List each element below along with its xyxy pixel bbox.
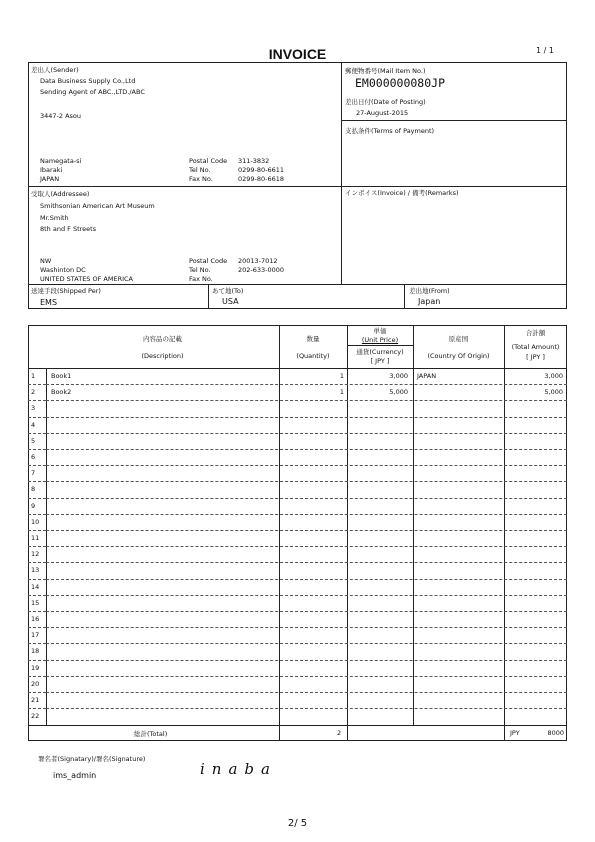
invoice-title: INVOICE xyxy=(268,46,327,62)
row-unit-price: 3,000 xyxy=(389,372,408,380)
row-divider xyxy=(28,498,46,499)
row-number: 6 xyxy=(31,453,36,461)
addressee-contact-label: Tel No. xyxy=(189,266,211,274)
row-number: 20 xyxy=(31,679,40,688)
row-number: 15 xyxy=(31,598,40,607)
row-divider xyxy=(46,449,567,450)
row-divider xyxy=(28,611,46,612)
addressee-city: Washinton DC xyxy=(40,266,86,274)
row-number: 12 xyxy=(31,550,40,559)
row-divider xyxy=(28,465,46,466)
shipped-per-label: 送達手段(Shipped Per) xyxy=(31,287,101,295)
currency-header: 通貨(Currency) xyxy=(356,348,404,356)
origin-header-en: (Country Of Origin) xyxy=(427,352,490,360)
row-divider xyxy=(46,676,567,677)
posting-date: 27-August-2015 xyxy=(356,109,409,117)
row-divider xyxy=(46,481,567,482)
unit-price-header-jp: 単価 xyxy=(373,327,387,335)
row-number: 3 xyxy=(31,404,36,413)
destination-value: USA xyxy=(222,297,239,306)
row-divider xyxy=(28,627,46,628)
row-divider xyxy=(28,546,46,547)
row-divider xyxy=(28,449,46,450)
row-divider xyxy=(46,627,567,628)
row-origin: JAPAN xyxy=(417,372,437,380)
currency-code: [ JPY ] xyxy=(370,357,390,365)
sender-city: Ibaraki xyxy=(40,166,63,174)
row-divider xyxy=(28,562,46,563)
row-number: 17 xyxy=(31,631,40,640)
shipped-per-value: EMS xyxy=(40,298,58,307)
sender-city: Namegata-si xyxy=(40,157,82,165)
row-number: 10 xyxy=(31,517,40,526)
row-divider xyxy=(46,514,567,515)
row-divider xyxy=(28,417,46,418)
sender-contact-label: Postal Code xyxy=(189,157,228,165)
terms-label: 支払条件(Terms of Payment) xyxy=(345,127,435,135)
row-number: 14 xyxy=(31,582,40,591)
addressee-line: Smithsonian American Art Museum xyxy=(40,202,155,210)
amount-header-currency: [ JPY ] xyxy=(526,353,545,361)
row-number: 8 xyxy=(31,485,36,494)
addressee-line: Mr.Smith xyxy=(40,214,69,222)
row-divider xyxy=(28,433,46,434)
mail-item-label: 郵便物番号(Mail Item No.) xyxy=(345,67,426,75)
addressee-postal-code: 20013-7012 xyxy=(238,257,278,265)
page-of-label: 1 / 1 xyxy=(536,46,554,55)
row-number: 2 xyxy=(31,388,36,397)
signatary-name: ims_admin xyxy=(53,771,97,780)
addressee-line: 8th and F Streets xyxy=(40,225,97,233)
row-divider xyxy=(28,384,46,385)
origin-value: Japan xyxy=(418,297,441,306)
destination-label: あて地(To) xyxy=(212,287,244,295)
description-header-jp: 内容品の記載 xyxy=(143,335,182,343)
row-number: 18 xyxy=(31,647,40,656)
row-divider xyxy=(46,433,567,434)
row-divider xyxy=(28,643,46,644)
row-divider xyxy=(46,611,567,612)
row-amount: 5,000 xyxy=(544,388,563,397)
row-number: 5 xyxy=(31,436,36,445)
row-divider xyxy=(46,384,567,385)
row-divider xyxy=(46,595,567,596)
row-divider xyxy=(46,708,567,709)
sender-line: Data Business Supply Co.,Ltd xyxy=(40,77,136,85)
total-amount: 8000 xyxy=(547,729,564,737)
addressee-contact-label: Postal Code xyxy=(189,257,228,265)
row-divider xyxy=(28,595,46,596)
row-divider xyxy=(46,643,567,644)
amount-header-jp: 合計額 xyxy=(525,329,546,337)
addressee-city: UNITED STATES OF AMERICA xyxy=(40,275,133,283)
addressee-city: NW xyxy=(40,257,52,265)
handwritten-signature: inaba xyxy=(200,760,277,778)
sender-postal-code: 311-3832 xyxy=(238,157,270,165)
origin-header-jp: 原産国 xyxy=(448,335,469,343)
row-description: Book2 xyxy=(51,388,72,397)
row-divider xyxy=(46,692,567,693)
sender-city: JAPAN xyxy=(40,175,60,183)
row-number: 13 xyxy=(31,566,40,575)
sender-contact-label: Tel No. xyxy=(189,166,211,174)
mail-item-number: EM000000080JP xyxy=(355,76,446,90)
total-label: 総計(Total) xyxy=(134,730,168,738)
row-divider xyxy=(46,400,567,401)
row-quantity: 1 xyxy=(339,372,344,380)
sender-line: Sending Agent of ABC.,LTD./ABC xyxy=(40,88,145,96)
row-divider xyxy=(28,660,46,661)
signature-label: 署名者(Signatary)/署名(Signature) xyxy=(38,755,146,763)
row-divider xyxy=(46,465,567,466)
row-number: 21 xyxy=(31,696,40,704)
origin-label: 差出地(From) xyxy=(409,287,450,295)
row-number: 22 xyxy=(31,712,40,721)
row-number: 7 xyxy=(31,469,36,478)
total-quantity: 2 xyxy=(337,729,342,737)
total-currency: JPY xyxy=(510,729,520,737)
row-divider xyxy=(28,514,46,515)
row-number: 11 xyxy=(31,534,40,542)
sender-contact-label: Fax No. xyxy=(189,175,213,183)
description-header-en: (Description) xyxy=(141,352,184,360)
sender-label: 差出人(Sender) xyxy=(31,66,79,74)
row-description: Book1 xyxy=(51,372,72,380)
row-number: 1 xyxy=(31,372,36,380)
row-divider xyxy=(28,579,46,580)
row-divider xyxy=(28,676,46,677)
remarks-label: インボイス(Invoice) / 備考(Remarks) xyxy=(345,189,459,197)
addressee-label: 受取人(Addressee) xyxy=(31,190,90,198)
row-unit-price: 5,000 xyxy=(389,388,408,397)
page-footer: 2/ 5 xyxy=(287,818,308,829)
sender-tel: 0299-80-6611 xyxy=(238,166,285,174)
row-divider xyxy=(28,692,46,693)
unit-price-header-en: (Unit Price) xyxy=(361,336,399,344)
row-divider xyxy=(28,530,46,531)
sender-fax: 0299-80-6618 xyxy=(238,175,285,183)
row-divider xyxy=(46,660,567,661)
row-number: 19 xyxy=(31,663,40,672)
sender-line: 3447-2 Asou xyxy=(40,112,82,120)
row-divider xyxy=(46,498,567,499)
row-divider xyxy=(28,708,46,709)
quantity-header-jp: 数量 xyxy=(306,335,320,343)
addressee-contact-label: Fax No. xyxy=(189,275,213,283)
row-number: 4 xyxy=(31,420,36,429)
posting-date-label: 差出日付(Date of Posting) xyxy=(345,98,426,106)
row-number: 16 xyxy=(31,615,40,623)
addressee-tel: 202-633-0000 xyxy=(238,266,285,274)
quantity-header-en: (Quantity) xyxy=(296,352,330,360)
row-divider xyxy=(46,417,567,418)
amount-header-en: (Total Amount) xyxy=(511,343,560,351)
row-quantity: 1 xyxy=(339,388,344,397)
row-divider xyxy=(46,530,567,531)
row-amount: 3,000 xyxy=(544,372,563,380)
row-divider xyxy=(28,481,46,482)
row-divider xyxy=(28,400,46,401)
row-number: 9 xyxy=(31,501,36,510)
row-divider xyxy=(46,546,567,547)
row-divider xyxy=(46,562,567,563)
row-divider xyxy=(46,579,567,580)
